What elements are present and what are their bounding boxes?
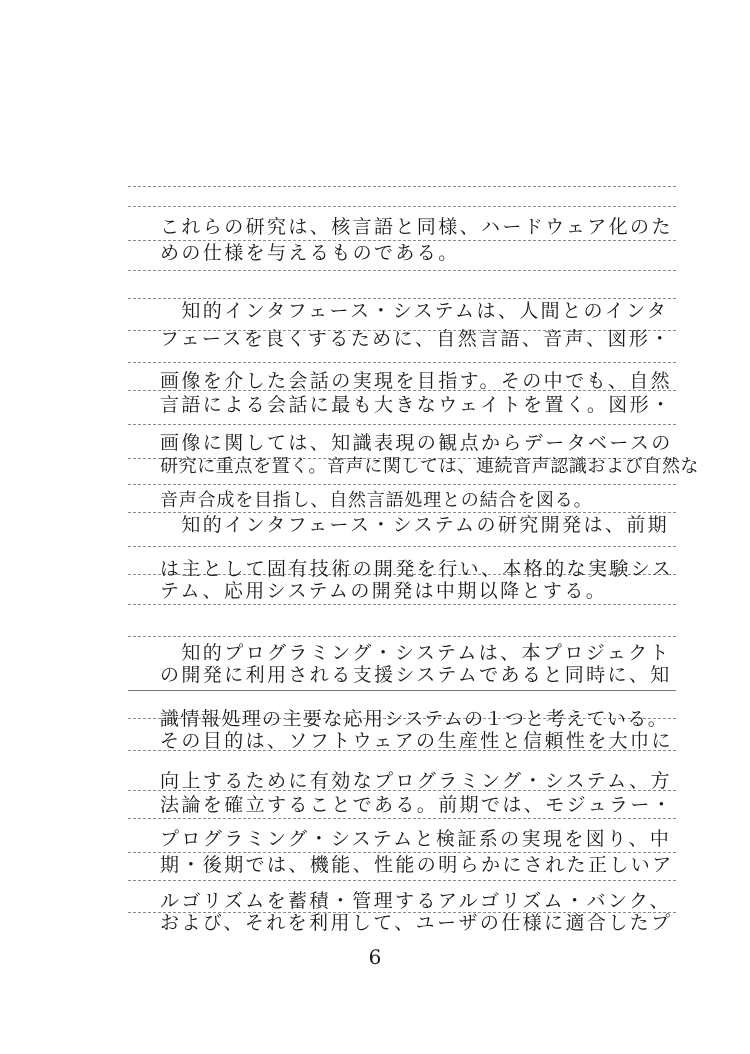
ruled-line [128,512,676,513]
text-line: 期・後期では、機能、性能の明らかにされた正しいア [160,854,674,876]
page-number: 6 [368,945,382,969]
ruled-line [128,206,676,207]
ruled-line [128,880,676,881]
text-line: 法論を確立することである。前期では、モジュラー・ [160,794,674,816]
ruled-line [128,298,676,299]
ruled-line [128,636,676,637]
text-line: 画像を介した会話の実現を目指す。その中でも、自然 [160,370,673,392]
text-line: および、それを利用して、ユーザの仕様に適合したプ [160,912,673,934]
ruled-line [128,240,676,241]
ruled-line [128,424,676,425]
text-line: フェースを良くするために、自然言語、音声、図形・ [160,328,672,350]
text-line: 知的プログラミング・システムは、本プロジェクト [160,642,671,664]
text-line: 画像に関しては、知識表現の観点からデータベースの [160,432,673,454]
text-line: 識情報処理の主要な応用システムの１つと考えている。 [160,708,669,730]
text-line: 音声合成を目指し、自然言語処理との結合を図る。 [160,490,593,511]
text-line: プログラミング・システムと検証系の実現を図り、中 [160,828,672,850]
text-line: 知的インタフェース・システムの研究開発は、前期 [160,514,670,536]
ruled-line [128,604,676,605]
ruled-line [128,852,676,853]
text-line: 研究に重点を置く。音声に関しては、連続音声認識および自然な [160,456,700,477]
ruled-line [128,690,676,691]
ruled-line [128,270,676,271]
text-line: テム、応用システムの開発は中期以降とする。 [160,580,608,602]
ruled-line [128,818,676,819]
ruled-line [128,546,676,547]
text-line: 向上するために有効なプログラミング・システム、方 [160,770,672,792]
text-line: その目的は、ソフトウェアの生産性と信頼性を大巾に [160,730,673,752]
ruled-line [128,484,676,485]
text-line: 知的インタフェース・システムは、人間とのインタ [160,300,669,322]
text-line: の開発に利用される支援システムであると同時に、知 [160,664,672,686]
text-line: 言語による会話に最も大きなウェイトを置く。図形・ [160,394,673,416]
ruled-line [128,186,676,187]
text-line: これらの研究は、核言語と同様、ハードウェア化のた [160,216,673,238]
text-line: は主として固有技術の開発を行い、本格的な実験シス [160,558,674,580]
text-line: ルゴリズムを蓄積・管理するアルゴリズム・バンク、 [160,890,671,912]
ruled-line [128,362,676,363]
text-line: めの仕様を与えるものである。 [160,242,460,264]
